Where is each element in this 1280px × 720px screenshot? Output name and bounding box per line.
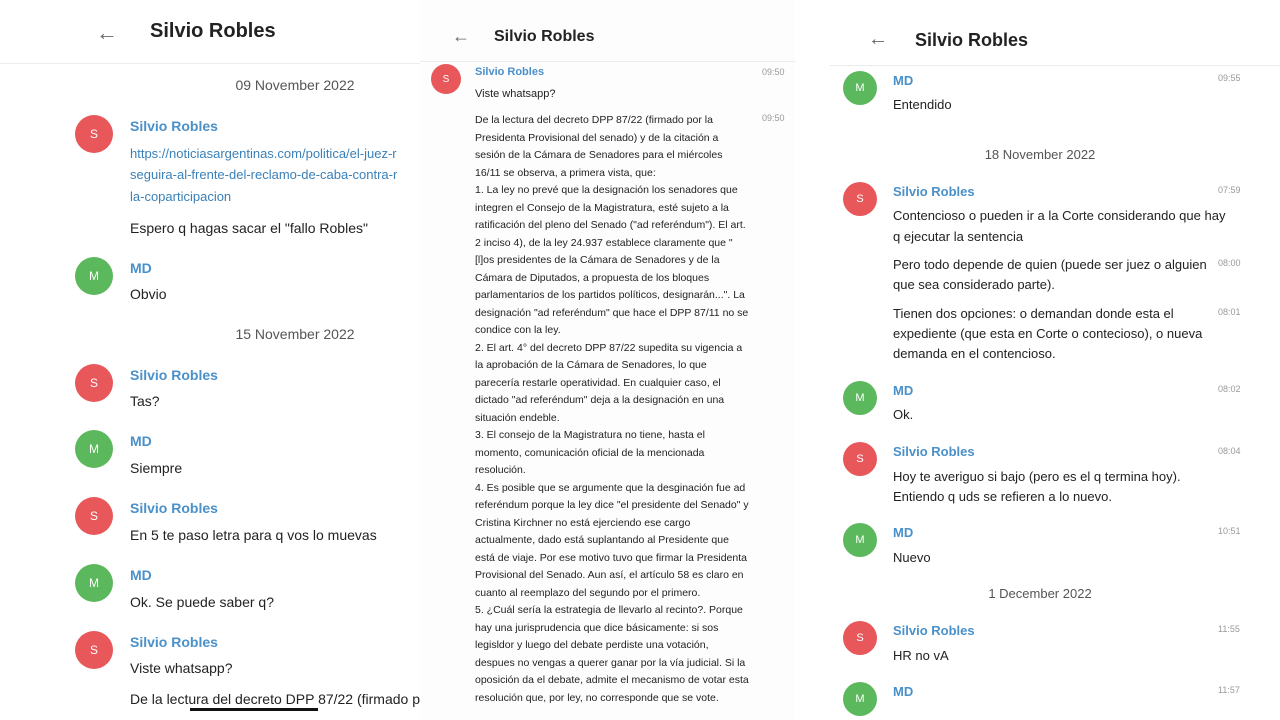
- message-text: Ok.: [893, 407, 914, 422]
- sender-name: Silvio Robles: [475, 66, 545, 78]
- avatar: S: [75, 631, 113, 669]
- message-line: actualmente, dado está suplantando al Presidente que: [475, 534, 729, 546]
- avatar: S: [843, 182, 877, 216]
- avatar: M: [843, 682, 877, 716]
- message-line: Cristina Kirchner no está ejerciendo ese cargo: [475, 516, 691, 529]
- message-time: 11:55: [1218, 624, 1240, 634]
- date-separator: 18 November 2022: [984, 147, 1096, 162]
- message-link[interactable]: https://noticiasargentinas.com/politica/el-juez-r: [130, 146, 397, 161]
- message-line: Cámara de Diputados, a propuesta de los bloques: [475, 271, 710, 284]
- avatar: S: [431, 64, 461, 94]
- message-line: 16/11 se observa, a primera vista, que:: [475, 166, 656, 179]
- message-time: 07:59: [1218, 185, 1241, 195]
- message-text: Contencioso o pueden ir a la Corte considerando que hay: [893, 208, 1226, 223]
- message-line: despues no vengas a querer ganar por la vía judicial. Si la: [475, 656, 746, 669]
- date-separator: 15 November 2022: [235, 326, 355, 342]
- message-line: Presidenta Provisional del senado) y de la citación a: [475, 131, 719, 144]
- message-line: 2 inciso 4), de la ley 24.937 establece claramente que ": [475, 236, 733, 249]
- message-line: designación "ad referéndum" que hace el DPP 87/11 no se: [475, 306, 749, 319]
- message-line: ratificación del pleno del Senado ("ad referéndum"). El art.: [475, 219, 746, 231]
- sender-name: Silvio Robles: [130, 634, 218, 650]
- avatar: S: [75, 364, 113, 402]
- message-time: 08:00: [1218, 258, 1241, 268]
- message-text: Hoy te averiguo si bajo (pero es el q termina hoy).: [893, 469, 1181, 484]
- back-arrow-icon[interactable]: ←: [868, 28, 888, 50]
- sender-name: MD: [130, 433, 152, 449]
- message-text: Tienen dos opciones: o demandan donde esta el: [893, 306, 1174, 321]
- message-text: demanda en el contencioso.: [893, 346, 1056, 361]
- message-text: En 5 te paso letra para q vos lo muevas: [130, 527, 377, 543]
- avatar: M: [75, 564, 113, 602]
- message-line: De la lectura del decreto DPP 87/22 (firmado por la: [475, 114, 713, 126]
- message-line: está de viaje. Por ese motivo tuvo que firmar la Presidenta: [475, 551, 747, 564]
- sender-name: Silvio Robles: [893, 184, 975, 199]
- message-line: dictado "ad referéndum" deja a la designación en una: [475, 394, 725, 406]
- message-line: referéndum porque la ley dice "el presidente del Senado" y: [475, 499, 749, 511]
- message-line: 2. El art. 4° del decreto DPP 87/22 supedita su vigencia a: [475, 341, 743, 354]
- message-line: momento, comunicación oficial de la mencionada: [475, 446, 705, 459]
- date-separator: 09 November 2022: [235, 77, 355, 93]
- chat-panel-middle: [420, 0, 795, 720]
- date-separator: 1 December 2022: [988, 586, 1092, 601]
- avatar: S: [75, 115, 113, 153]
- message-line: oposición da el debate, admite el mecanismo de votar esta: [475, 674, 749, 686]
- message-time: 08:01: [1218, 307, 1241, 317]
- message-text: Ok. Se puede saber q?: [130, 594, 274, 610]
- message-line: legisldor y luego del debate perdiste una votación,: [475, 639, 709, 651]
- message-line: cuanto al reemplazo del segundo por el primero.: [475, 586, 701, 599]
- chat-title: Silvio Robles: [915, 30, 1029, 50]
- back-arrow-icon[interactable]: ←: [96, 20, 118, 45]
- message-text: Obvio: [130, 286, 167, 302]
- avatar: S: [75, 497, 113, 535]
- message-text: expediente (que esta en Corte o contecioso), o nueva: [893, 326, 1203, 341]
- message-time: 09:55: [1218, 73, 1241, 83]
- message-line: condice con la ley.: [475, 324, 561, 336]
- sender-name: Silvio Robles: [893, 444, 975, 459]
- chat-panel-left: [0, 0, 435, 720]
- message-link[interactable]: la-coparticipacion: [130, 189, 232, 204]
- sender-name: MD: [893, 73, 914, 88]
- message-text: Entiendo q uds se refieren a lo nuevo.: [893, 489, 1112, 504]
- message-line: resolución.: [475, 464, 526, 476]
- message-link[interactable]: seguira-al-frente-del-reclamo-de-caba-contra-r: [130, 167, 398, 182]
- chat-header: [420, 0, 795, 62]
- message-line: 3. El consejo de la Magistratura no tiene, hasta el: [475, 429, 705, 441]
- message-text: Pero todo depende de quien (puede ser juez o alguien: [893, 257, 1207, 272]
- message-time: 10:51: [1218, 526, 1241, 536]
- chat-title: Silvio Robles: [494, 28, 595, 45]
- chat-title: Silvio Robles: [150, 20, 276, 42]
- message-line: resolución que, por ley, no corresponde que se vote.: [475, 691, 719, 704]
- message-text: q ejecutar la sentencia: [893, 229, 1024, 244]
- sender-name: MD: [130, 567, 152, 583]
- message-text: Espero q hagas sacar el "fallo Robles": [130, 220, 368, 236]
- underline-annotation: [190, 708, 318, 711]
- message-text: Siempre: [130, 460, 183, 476]
- sender-name: Silvio Robles: [130, 367, 218, 383]
- message-text: De la lectura del decreto DPP 87/22 (firmado p: [130, 691, 421, 707]
- message-text: Viste whatsapp?: [475, 88, 556, 100]
- sender-name: MD: [893, 383, 914, 398]
- sender-name: MD: [893, 684, 914, 699]
- message-text: Entendido: [893, 97, 952, 112]
- message-time: 09:50: [762, 67, 785, 77]
- message-line: 1. La ley no prevé que la designación los senadores que: [475, 184, 738, 196]
- message-text: que sea considerado parte).: [893, 277, 1055, 292]
- message-text: Tas?: [130, 393, 160, 409]
- message-text: Viste whatsapp?: [130, 660, 233, 676]
- sender-name: Silvio Robles: [130, 118, 218, 134]
- chat-header: [830, 0, 1280, 66]
- message-time: 08:02: [1218, 384, 1241, 394]
- message-line: sesión de la Cámara de Senadores para el miércoles: [475, 149, 723, 161]
- sender-name: MD: [130, 260, 152, 276]
- message-line: parlamentarios de los partidos políticos, designarán...". La: [475, 289, 745, 301]
- chat-header: [0, 0, 435, 64]
- avatar: S: [843, 442, 877, 476]
- avatar: M: [75, 257, 113, 295]
- sender-name: MD: [893, 525, 914, 540]
- chat-panel-right: [830, 0, 1280, 720]
- message-time: 11:57: [1218, 685, 1240, 695]
- message-line: integren el Consejo de la Magistratura, esté sujeto a la: [475, 201, 729, 214]
- message-text: HR no vA: [893, 648, 949, 663]
- message-time: 08:04: [1218, 446, 1241, 456]
- avatar: M: [843, 71, 877, 105]
- message-line: [l]os presidentes de la Cámara de Senadores y de la: [475, 254, 720, 266]
- back-arrow-icon[interactable]: ←: [452, 26, 470, 46]
- message-text: Nuevo: [893, 550, 931, 565]
- message-line: hay una jurisprudencia que dice básicamente: si sos: [475, 621, 719, 634]
- message-time: 09:50: [762, 113, 785, 123]
- message-line: situación endeble.: [475, 411, 560, 424]
- avatar: M: [75, 430, 113, 468]
- sender-name: Silvio Robles: [130, 500, 218, 516]
- message-line: la aprobación de la Cámara de Senadores, lo que: [475, 359, 707, 371]
- long-message-body: [475, 112, 795, 707]
- message-line: 4. Es posible que se argumente que la desginación fue ad: [475, 481, 746, 494]
- message-line: parecería restarle operatividad. En cualquier caso, el: [475, 376, 721, 389]
- message-line: 5. ¿Cuál sería la estrategia de llevarlo al recinto?. Porque: [475, 604, 743, 616]
- message-line: Provisional del Senado. Aun así, el artículo 58 es claro en: [475, 569, 744, 581]
- avatar: M: [843, 523, 877, 557]
- avatar: S: [843, 621, 877, 655]
- sender-name: Silvio Robles: [893, 623, 975, 638]
- avatar: M: [843, 381, 877, 415]
